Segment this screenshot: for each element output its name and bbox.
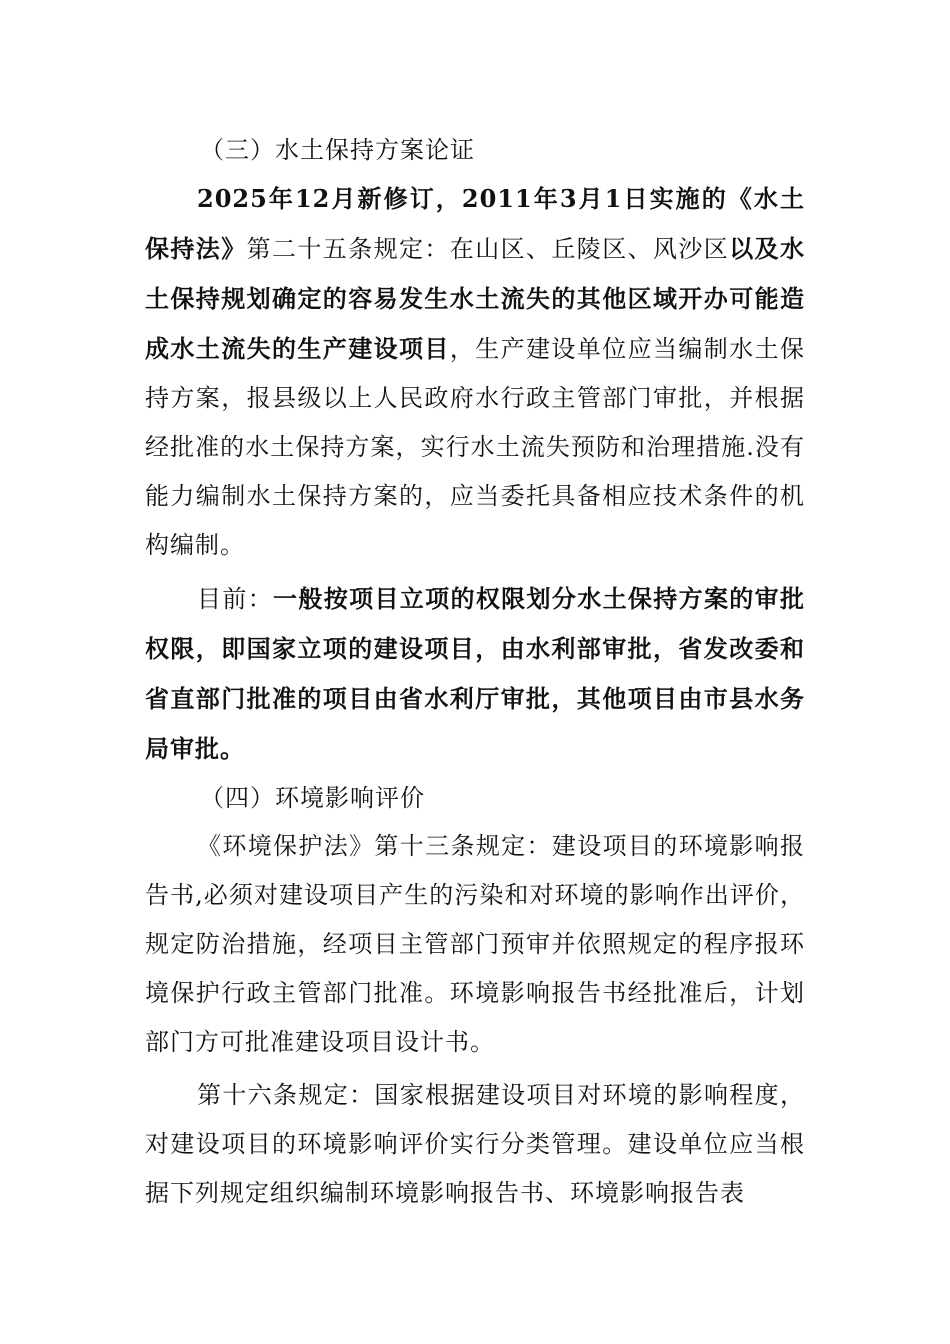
- text-current: 目前：: [197, 585, 274, 613]
- paragraph-environmental-protection-law: 《环境保护法》第十三条规定：建设项目的环境影响报告书,必须对建设项目产生的污染和对环境的影响作出评价，规定防治措施，经项目主管部门预审并依照规定的程序报环境保护行政主管部门批准。环境影响报告书经批准后，计划部门方可批准建设项目设计书。: [145, 832, 805, 1056]
- paragraph-soil-conservation-law: [145, 174, 805, 570]
- text-article-25: 第二十五条规定：在山区、丘陵区、风沙区: [246, 235, 730, 263]
- bold-text-approval-rules: 一般按项目立项的权限划分水土保持方案的审批权限，即国家立项的建设项目，由水利部审批，省发改委和省直部门批准的项目由省水利厅审批，其他项目由市县水务局审批。: [145, 584, 806, 763]
- section-heading-soil-conservation: （三）水土保持方案论证: [200, 136, 475, 164]
- bold-text-law-date: 2025年12月新修订，2011年3月1日实施的《水土保持法》: [145, 184, 805, 263]
- text-plan-requirement: ，生产建设单位应当编制水土保持方案，报县级以上人民政府水行政主管部门审批，并根据经批准的水土保持方案，实行水土流失预防和治理措施.没有能力编制水土保持方案的，应当委托具备相应技术条件的机构编制。: [145, 335, 806, 559]
- paragraph-article-16: 第十六条规定：国家根据建设项目对环境的影响程度，对建设项目的环境影响评价实行分类管理。建设单位应当根据下列规定组织编制环境影响报告书、环境影响报告表: [145, 1081, 805, 1207]
- section-heading-environmental-assessment: （四）环境影响评价: [200, 784, 425, 812]
- document-page: [145, 126, 805, 1218]
- paragraph-approval-authority: [145, 574, 805, 774]
- bold-text-project-scope: 以及水土保持规划确定的容易发生水土流失的其他区域开办可能造成水土流失的生产建设项目: [145, 234, 806, 363]
